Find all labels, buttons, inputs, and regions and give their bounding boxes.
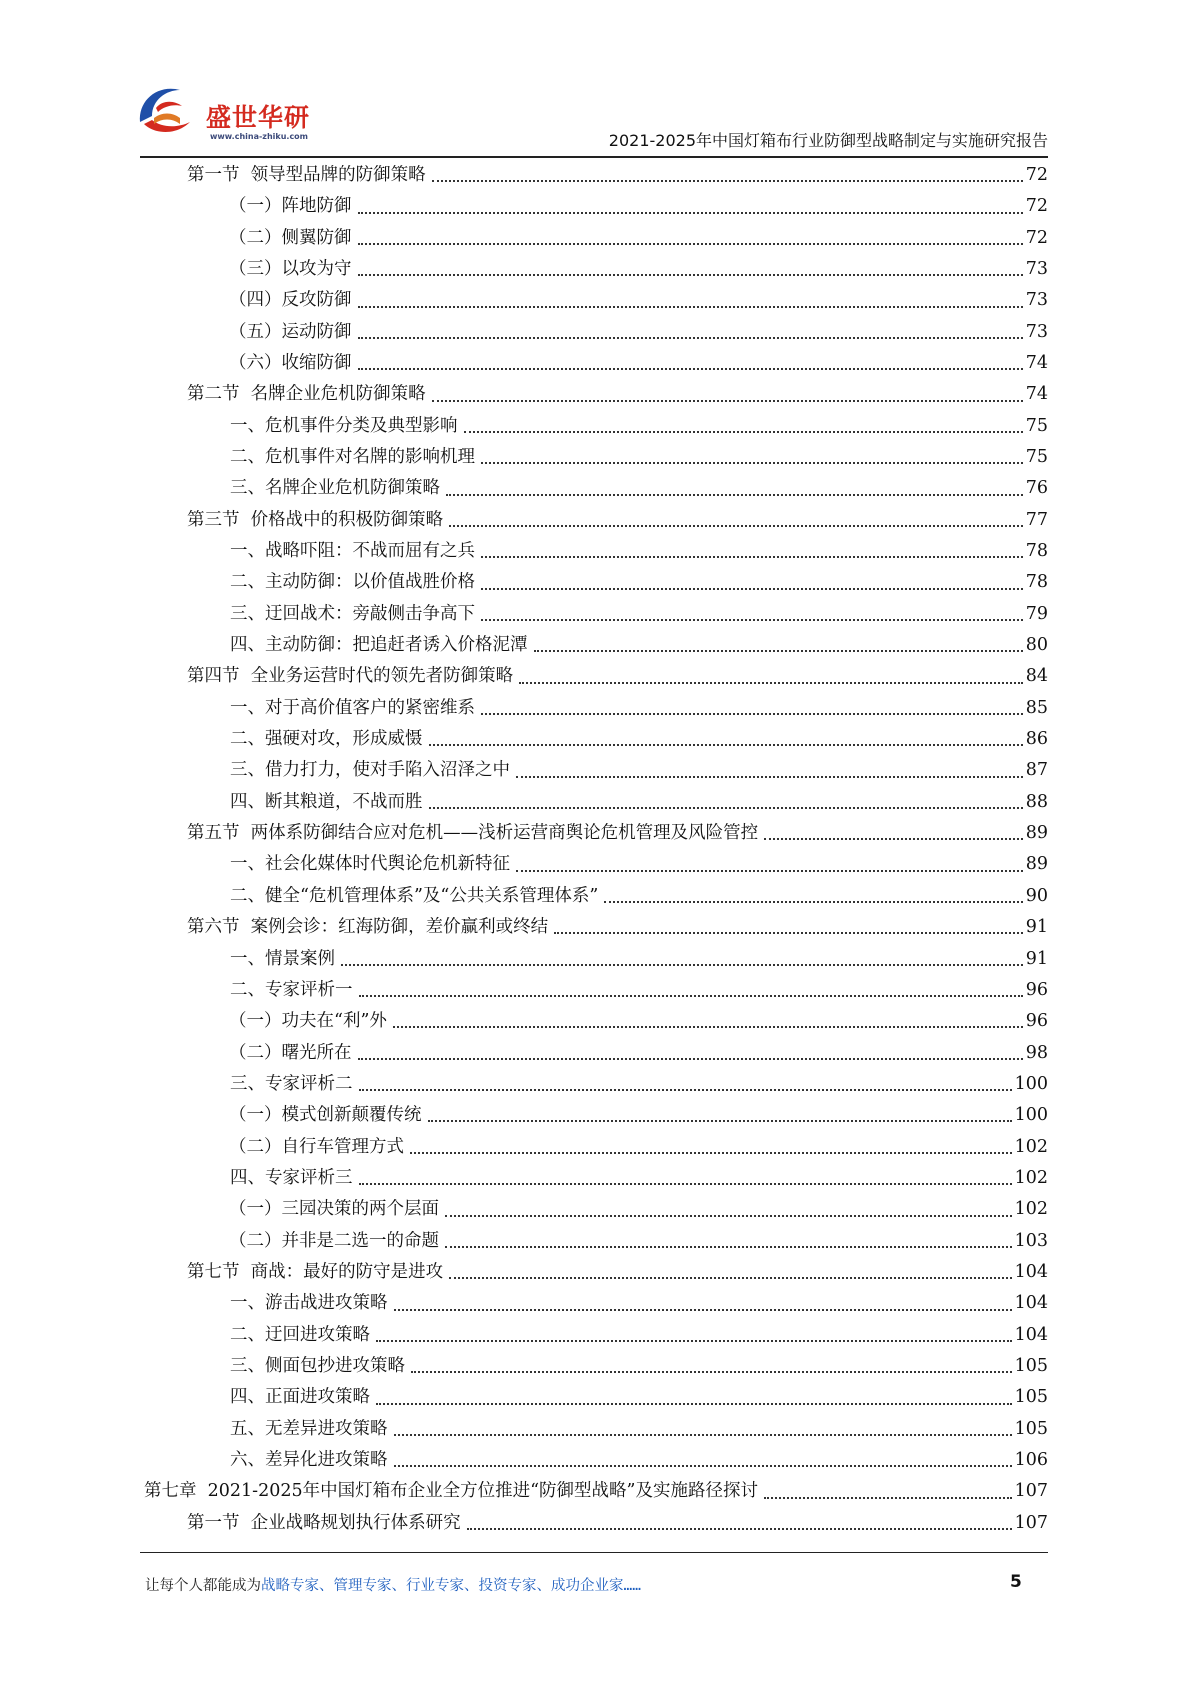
toc-entry-title: 二、迂回进攻策略: [230, 1324, 370, 1345]
toc-entry-page: 85: [1025, 697, 1048, 718]
toc-entry-page: 90: [1025, 885, 1048, 906]
toc-entry-page: 102: [1014, 1199, 1048, 1220]
toc-entry-page: 77: [1025, 509, 1048, 530]
toc-entry-title: 六、差异化进攻策略: [230, 1450, 388, 1471]
toc-entry-title: 四、主动防御：把追赶者诱入价格泥潭: [230, 635, 528, 656]
toc-entry-page: 89: [1025, 823, 1048, 844]
toc-dot-leader: [467, 1527, 1012, 1530]
toc-entry-title: 第七章 2021-2025年中国灯箱布企业全方位推进“防御型战略”及实施路径探讨: [144, 1481, 759, 1502]
toc-dot-leader: [411, 1370, 1012, 1373]
toc-entry[interactable]: [140, 850, 1048, 881]
toc-entry-title: 第一节 领导型品牌的防御策略: [187, 164, 426, 185]
toc-entry[interactable]: [140, 1257, 1048, 1288]
toc-entry-page: 88: [1025, 791, 1048, 812]
toc-dot-leader: [481, 555, 1023, 558]
toc-entry-title: 一、社会化媒体时代舆论危机新特征: [230, 854, 510, 875]
toc-entry-title: 一、情景案例: [230, 948, 335, 969]
toc-dot-leader: [764, 837, 1023, 840]
toc-entry-title: （四）反攻防御: [229, 290, 352, 311]
logo-url: www.china-zhiku.com: [210, 132, 309, 141]
toc-entry-page: 84: [1025, 666, 1048, 687]
toc-dot-leader: [481, 587, 1023, 590]
toc-entry-page: 89: [1025, 854, 1048, 875]
toc-dot-leader: [358, 273, 1023, 276]
toc-entry-title: 二、危机事件对名牌的影响机理: [230, 447, 475, 468]
toc-dot-leader: [445, 1214, 1012, 1217]
toc-entry[interactable]: [140, 630, 1048, 661]
toc-entry-page: 72: [1025, 196, 1048, 217]
toc-entry[interactable]: [140, 1226, 1048, 1257]
toc-entry-page: 73: [1025, 258, 1048, 279]
toc-dot-leader: [358, 367, 1023, 370]
toc-entry[interactable]: [140, 223, 1048, 254]
toc-entry-title: 第二节 名牌企业危机防御策略: [187, 384, 426, 405]
toc-dot-leader: [604, 900, 1022, 903]
toc-dot-leader: [358, 242, 1023, 245]
toc-entry-page: 96: [1025, 1011, 1048, 1032]
toc-entry-page: 105: [1014, 1387, 1048, 1408]
toc-entry-page: 79: [1025, 603, 1048, 624]
toc-entry-title: 第七节 商战：最好的防守是进攻: [187, 1261, 444, 1282]
toc-entry-title: （二）并非是二选一的命题: [229, 1230, 439, 1251]
toc-entry-title: 二、强硬对攻，形成威慑: [230, 729, 423, 750]
toc-entry-title: 四、正面进攻策略: [230, 1387, 370, 1408]
toc-entry[interactable]: [140, 1382, 1048, 1413]
toc-dot-leader: [376, 1339, 1012, 1342]
toc-entry-page: 86: [1025, 729, 1048, 750]
toc-dot-leader: [359, 1088, 1012, 1091]
toc-dot-leader: [358, 336, 1023, 339]
toc-entry[interactable]: [140, 1445, 1048, 1476]
toc-entry-page: 78: [1025, 572, 1048, 593]
toc-entry[interactable]: [140, 881, 1048, 912]
toc-dot-leader: [481, 618, 1023, 621]
toc-dot-leader: [445, 1245, 1012, 1248]
toc-entry[interactable]: [140, 1038, 1048, 1069]
toc-entry-title: 第四节 全业务运营时代的领先者防御策略: [187, 666, 514, 687]
toc-entry-title: 三、名牌企业危机防御策略: [230, 478, 440, 499]
toc-dot-leader: [481, 461, 1023, 464]
toc-dot-leader: [464, 430, 1023, 433]
toc-entry-page: 104: [1014, 1293, 1048, 1314]
toc-entry[interactable]: [140, 818, 1048, 849]
page-header: [140, 78, 1048, 156]
toc-entry-page: 74: [1025, 352, 1048, 373]
toc-entry-title: 一、对于高价值客户的紧密维系: [230, 697, 475, 718]
toc-entry-title: 第五节 两体系防御结合应对危机——浅析运营商舆论危机管理及风险管控: [187, 823, 759, 844]
toc-entry[interactable]: [140, 348, 1048, 379]
toc-entry-page: 72: [1025, 227, 1048, 248]
toc-entry[interactable]: [140, 1320, 1048, 1351]
toc-entry[interactable]: [140, 912, 1048, 943]
toc-entry-title: （一）功夫在“利”外: [229, 1011, 387, 1032]
toc-entry-title: 三、借力打力，使对手陷入沼泽之中: [230, 760, 510, 781]
toc-entry[interactable]: [140, 944, 1048, 975]
toc-entry-page: 102: [1014, 1136, 1048, 1157]
footer-slogan: [145, 1574, 641, 1595]
toc-dot-leader: [449, 524, 1023, 527]
toc-entry-title: （一）模式创新颠覆传统: [229, 1105, 422, 1126]
toc-dot-leader: [393, 1025, 1023, 1028]
toc-dot-leader: [358, 1057, 1023, 1060]
toc-entry[interactable]: [140, 1194, 1048, 1225]
toc-entry-page: 107: [1014, 1481, 1048, 1502]
toc-entry-title: 二、健全“危机管理体系”及“公共关系管理体系”: [230, 885, 599, 906]
toc-entry-title: 五、无差异进攻策略: [230, 1418, 388, 1439]
toc-entry-title: 二、专家评析一: [230, 979, 353, 1000]
toc-dot-leader: [359, 994, 1023, 997]
toc-entry-page: 105: [1014, 1355, 1048, 1376]
toc-entry-title: （二）自行车管理方式: [229, 1136, 404, 1157]
toc-entry-page: 100: [1014, 1073, 1048, 1094]
toc-dot-leader: [534, 649, 1023, 652]
toc-entry-title: 四、专家评析三: [230, 1167, 353, 1188]
toc-entry-page: 105: [1014, 1418, 1048, 1439]
toc-entry-title: 第一节 企业战略规划执行体系研究: [187, 1512, 461, 1533]
toc-entry-page: 104: [1014, 1324, 1048, 1345]
toc-dot-leader: [429, 806, 1023, 809]
toc-dot-leader: [394, 1308, 1012, 1311]
toc-entry[interactable]: [140, 1100, 1048, 1131]
toc-entry-page: 74: [1025, 384, 1048, 405]
toc-entry-page: 75: [1025, 415, 1048, 436]
toc-entry-page: 75: [1025, 447, 1048, 468]
page-number: 5: [1010, 1572, 1022, 1592]
toc-entry-page: 91: [1025, 917, 1048, 938]
toc-entry-page: 104: [1014, 1261, 1048, 1282]
toc-entry[interactable]: [140, 411, 1048, 442]
toc-entry[interactable]: [140, 379, 1048, 410]
toc-entry-title: 第六节 案例会诊：红海防御，差价赢利或终结: [187, 917, 549, 938]
toc-entry-title: 一、危机事件分类及典型影响: [230, 415, 458, 436]
toc-dot-leader: [432, 399, 1023, 402]
toc-entry[interactable]: [140, 1163, 1048, 1194]
toc-entry[interactable]: [140, 724, 1048, 755]
toc-dot-leader: [446, 493, 1023, 496]
toc-entry[interactable]: [140, 1069, 1048, 1100]
header-divider: [140, 156, 1048, 158]
toc-dot-leader: [394, 1464, 1012, 1467]
footer-divider: [140, 1552, 1048, 1553]
toc-entry[interactable]: [140, 505, 1048, 536]
toc-entry[interactable]: [140, 1288, 1048, 1319]
toc-entry-title: （一）阵地防御: [229, 196, 352, 217]
toc-entry-title: （六）收缩防御: [229, 352, 352, 373]
toc-entry-title: 三、专家评析二: [230, 1073, 353, 1094]
slogan-prefix: 让每个人都能成为: [145, 1578, 261, 1594]
toc-dot-leader: [516, 869, 1023, 872]
toc-entry[interactable]: [140, 1508, 1048, 1539]
table-of-contents: [140, 160, 1048, 1539]
toc-entry-page: 72: [1025, 164, 1048, 185]
toc-dot-leader: [429, 743, 1023, 746]
toc-entry-page: 96: [1025, 979, 1048, 1000]
toc-entry-page: 87: [1025, 760, 1048, 781]
toc-entry[interactable]: [140, 536, 1048, 567]
toc-entry[interactable]: [140, 254, 1048, 285]
toc-entry[interactable]: [140, 662, 1048, 693]
toc-entry[interactable]: [140, 473, 1048, 504]
toc-dot-leader: [394, 1433, 1012, 1436]
toc-entry-page: 80: [1025, 635, 1048, 656]
toc-entry[interactable]: [140, 160, 1048, 191]
toc-entry-title: （二）曙光所在: [229, 1042, 352, 1063]
toc-entry[interactable]: [140, 191, 1048, 222]
toc-dot-leader: [481, 712, 1023, 715]
toc-entry-title: （五）运动防御: [229, 321, 352, 342]
company-logo: [140, 78, 330, 148]
toc-entry[interactable]: [140, 693, 1048, 724]
toc-dot-leader: [341, 963, 1023, 966]
logo-name: 盛世华研: [206, 103, 311, 132]
toc-entry[interactable]: [140, 1476, 1048, 1507]
toc-dot-leader: [358, 211, 1023, 214]
toc-entry-title: 二、主动防御：以价值战胜价格: [230, 572, 475, 593]
toc-entry-title: 一、游击战进攻策略: [230, 1293, 388, 1314]
toc-entry[interactable]: [140, 442, 1048, 473]
toc-entry-page: 103: [1014, 1230, 1048, 1251]
toc-entry-page: 100: [1014, 1105, 1048, 1126]
toc-entry-page: 107: [1014, 1512, 1048, 1533]
toc-entry[interactable]: [140, 1132, 1048, 1163]
toc-dot-leader: [449, 1276, 1011, 1279]
toc-entry-title: 四、断其粮道，不战而胜: [230, 791, 423, 812]
toc-entry[interactable]: [140, 975, 1048, 1006]
toc-entry[interactable]: [140, 567, 1048, 598]
toc-entry-page: 73: [1025, 290, 1048, 311]
toc-dot-leader: [410, 1151, 1012, 1154]
toc-entry[interactable]: [140, 787, 1048, 818]
toc-dot-leader: [554, 931, 1023, 934]
toc-entry[interactable]: [140, 1414, 1048, 1445]
toc-entry-page: 78: [1025, 541, 1048, 562]
toc-dot-leader: [428, 1119, 1012, 1122]
report-title: 2021-2025年中国灯箱布行业防御型战略制定与实施研究报告: [608, 131, 1048, 150]
slogan-highlight: 战略专家、管理专家、行业专家、投资专家、成功企业家……: [261, 1578, 641, 1594]
toc-dot-leader: [359, 1182, 1012, 1185]
toc-entry-title: （二）侧翼防御: [229, 227, 352, 248]
toc-entry-page: 76: [1025, 478, 1048, 499]
logo-emblem-icon: [132, 78, 202, 148]
toc-dot-leader: [432, 179, 1023, 182]
toc-entry-title: 一、战略吓阻：不战而屈有之兵: [230, 541, 475, 562]
toc-dot-leader: [376, 1402, 1012, 1405]
toc-entry[interactable]: [140, 1351, 1048, 1382]
toc-entry-title: （三）以攻为守: [229, 258, 352, 279]
toc-entry-title: 三、迂回战术：旁敲侧击争高下: [230, 603, 475, 624]
toc-entry[interactable]: [140, 599, 1048, 630]
toc-entry-page: 73: [1025, 321, 1048, 342]
toc-entry-page: 98: [1025, 1042, 1048, 1063]
toc-entry-page: 102: [1014, 1167, 1048, 1188]
toc-dot-leader: [358, 305, 1023, 308]
toc-dot-leader: [516, 775, 1023, 778]
toc-entry-page: 106: [1014, 1450, 1048, 1471]
toc-entry-title: 第三节 价格战中的积极防御策略: [187, 509, 444, 530]
toc-dot-leader: [519, 681, 1023, 684]
toc-entry-title: 三、侧面包抄进攻策略: [230, 1355, 405, 1376]
toc-entry[interactable]: [140, 285, 1048, 316]
toc-entry[interactable]: [140, 1006, 1048, 1037]
toc-entry[interactable]: [140, 317, 1048, 348]
toc-dot-leader: [764, 1496, 1012, 1499]
toc-entry-page: 91: [1025, 948, 1048, 969]
toc-entry[interactable]: [140, 756, 1048, 787]
toc-entry-title: （一）三园决策的两个层面: [229, 1199, 439, 1220]
